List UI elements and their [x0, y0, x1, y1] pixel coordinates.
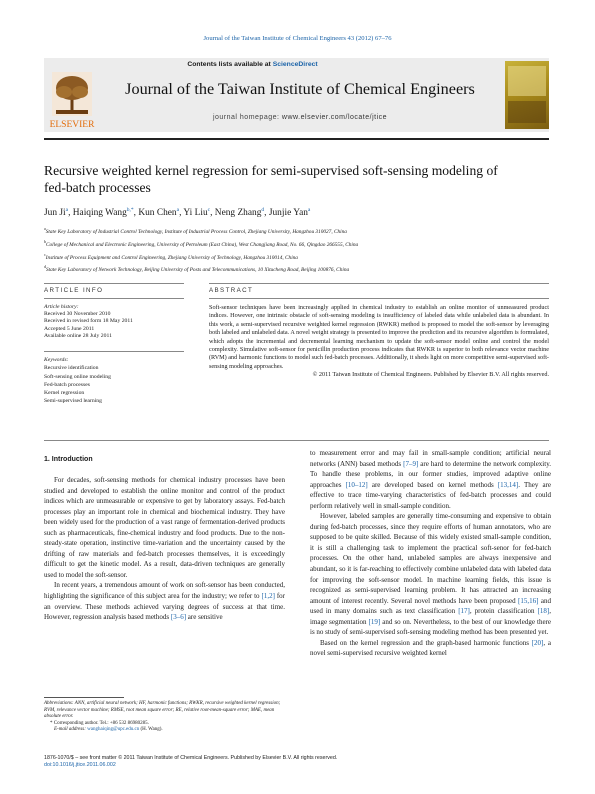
- affiliation-text: College of Mechanical and Electronic Engineering, University of Petroleum (East China), West Changjiang Road, No. 66, Qingdao 266555, China: [46, 241, 359, 248]
- body-paragraph: [44, 475, 285, 580]
- history-entry: Received 30 November 2010: [44, 311, 111, 318]
- body-text: and used in many domains such as text classification: [310, 596, 552, 616]
- keyword-item: Recursive identification: [44, 365, 99, 372]
- citation-link[interactable]: [19]: [368, 617, 381, 626]
- citation-link[interactable]: [7–9]: [403, 459, 419, 468]
- body-text: . They are effective to trace time-varying characteristics of fed-batch processes and could perform relatively well in small-sample condition.: [310, 480, 551, 510]
- author-name[interactable]: Haiqing Wang: [72, 208, 127, 219]
- author-email-link[interactable]: wanghaiqing@upc.edu.cn: [87, 727, 140, 733]
- citation-link[interactable]: [18]: [537, 607, 550, 616]
- body-text: are hard to determine the network complexity. To handle these problems, in our former studies, improved adaptive online approaches: [310, 459, 551, 489]
- keywords-label: Keywords:: [44, 357, 69, 363]
- citation-link[interactable]: [13,14]: [497, 480, 519, 489]
- body-text: to measurement error and may fail in small-sample condition; artificial neural networks (ANN) based methods: [310, 449, 551, 468]
- keywords-block: [44, 356, 184, 406]
- history-entry: Available online 28 July 2011: [44, 332, 112, 339]
- homepage-label: journal homepage:: [212, 114, 282, 121]
- article-title: Recursive weighted kernel regression for semi-supervised soft-sensing modeling of fed-batch processes: [44, 163, 498, 195]
- footnotes: [44, 701, 285, 734]
- body-text: Based on the kernel regression and the graph-based harmonic functions: [320, 638, 532, 647]
- elsevier-logo[interactable]: [46, 70, 98, 130]
- journal-homepage: [100, 114, 500, 121]
- affiliation-marker: c: [44, 251, 46, 257]
- body-paragraph: [310, 511, 551, 638]
- body-paragraph: [310, 448, 551, 511]
- abstract-body: [209, 304, 549, 380]
- affiliation-item: [44, 237, 549, 250]
- citation-link[interactable]: [15,16]: [518, 596, 539, 605]
- abstract-text: Soft-sensor techniques have been increasingly applied in chemical industry to establish an online monitor of unmeasured product indices. However, one intrinsic obstacle of soft-sensing modeling is insufficiency of labeled data while unlabeled data is abundant. In this work, a semi-supervised recursive weighted kernel regression (RWKR) method is proposed to model the soft-sensor by leveraging both labeled and unlabeled data. A novel weight strategy is presented to improve the prediction and its recursive algorithm is formulated, which adopts the incremental and decremental learning mechanism to update the soft-sensor model online and control the model complexity. Simulative soft-sensor for penicillin production process indicates that RWKR is superior to both relevance vector machine (RVM) and harmonic functions to model such fed-batch processes. Additionally, it sheds light on more competitive semi-supervised soft-sensing modeling approaches.: [209, 304, 549, 370]
- body-text: are sensitive: [186, 613, 223, 622]
- abbreviations-note: Abbreviations: ANN, artificial neural network; HF, harmonic functions; RWKR, recursive weighted kernel regression; RVM, relevance vector machine; RMSE, root mean square error; RE, relative root-mean-square error; MAE, mean absolute error.: [44, 701, 281, 720]
- elsevier-tree-icon: [46, 70, 98, 130]
- affiliation-item: [44, 262, 549, 275]
- history-label: Article history:: [44, 304, 79, 310]
- homepage-url[interactable]: www.elsevier.com/locate/jtice: [281, 114, 388, 121]
- affiliation-text: State Key Laboratory of Industrial Control Technology, Institute of Industrial Process Control, Zhejiang University, Hangzhou 310027, China: [45, 228, 347, 235]
- affiliation-list: [44, 224, 549, 275]
- author-affiliation-marker[interactable]: a: [176, 207, 180, 213]
- citation-link[interactable]: [20]: [531, 638, 544, 647]
- sciencedirect-link[interactable]: ScienceDirect: [272, 61, 318, 68]
- citation-link[interactable]: [10–12]: [345, 480, 368, 489]
- contents-line: [60, 61, 445, 68]
- author-name[interactable]: Yi Liu: [183, 208, 208, 219]
- body-text: For decades, soft-sensing methods for chemical industry processes have been studied and developed to establish the online monitor and control of the product indices which are unmeasurable or expensive to get by laboratory assays. Fed-batch processes play an important role in chemical and biochemical industry. They have been widely used for the production of a vast range of fermentation-derived products such as pharmaceuticals, fine-chemical industry and food products. Due to the non-steady-state operation, instinctive time-variation and the uncertainty caused by the drifting of raw materials and fed-batch processes themselves, it is exceedingly difficult to get the kinetic model. As a result, data-driven techniques are generally used to model the soft-sensor.: [44, 476, 285, 579]
- body-column-right: [310, 448, 551, 659]
- keyword-item: Semi-supervised learning: [44, 398, 102, 405]
- abstract-top-rule: [209, 283, 549, 284]
- keyword-item: Kernel regression: [44, 390, 85, 397]
- history-entry: Received in revised form 18 May 2011: [44, 318, 133, 325]
- section-heading-introduction: 1. Introduction: [44, 456, 93, 463]
- body-text: In recent years, a tremendous amount of work on soft-sensor has been conducted, highlighting the significance of this subject area for the industry; we refer to: [44, 581, 285, 601]
- journal-title: Journal of the Taiwan Institute of Chemical Engineers: [125, 80, 475, 98]
- citation-link[interactable]: [3–6]: [170, 613, 187, 622]
- affiliation-marker: d: [44, 264, 46, 270]
- body-text: for an overview. These methods achieved varying degrees of success at that time. However, regression analysis based methods: [44, 592, 285, 622]
- affiliation-item: [44, 250, 549, 263]
- issn-line: 1876-1070/$ – see front matter © 2011 Taiwan Institute of Chemical Engineers. Published by Elsevier B.V. All rights reserved.: [44, 755, 338, 761]
- email-suffix: (H. Wang).: [139, 727, 163, 733]
- abstract-heading: ABSTRACT: [209, 287, 254, 294]
- affiliation-text: State Key Laboratory of Network Technology, Beijing University of Posts and Telecommunications, 10 Xitucheng Road, Beijing 100876, China: [46, 267, 350, 274]
- author-list: Jun Ji$^a$, Haiqing Wang$^{b,*}$, Kun Chen$^a$, Yi Liu$^c$, Neng Zhang$^d$, Junjie Yan$^a$: [44, 207, 311, 219]
- body-paragraph: [44, 580, 285, 622]
- header-rule: [44, 138, 549, 140]
- author-name[interactable]: Neng Zhang: [214, 208, 262, 219]
- info-heading-rule: [44, 298, 184, 299]
- author-affiliation-marker[interactable]: a: [65, 207, 69, 213]
- body-text: , protein classification: [469, 607, 538, 616]
- elsevier-wordmark: ELSEVIER: [49, 120, 95, 130]
- front-matter-rule: [44, 440, 549, 441]
- author-affiliation-marker[interactable]: b,*: [126, 207, 134, 213]
- author-name[interactable]: Jun Ji: [44, 208, 66, 219]
- affiliation-marker: a: [44, 226, 46, 231]
- body-text: are developed based on kernel methods: [367, 480, 498, 489]
- history-rule: [44, 351, 184, 352]
- affiliation-text: Institute of Process Equipment and Control Engineering, Zhejiang University of Technology, Hangzhou 310014, China: [45, 254, 298, 261]
- body-text: and so on. Nevertheless, to the best of our knowledge there is no study of semi-supervised soft-sensing modeling method has been presented yet.: [310, 617, 551, 637]
- author-affiliation-marker[interactable]: a: [307, 207, 311, 213]
- footnote-rule: [44, 697, 124, 698]
- author-affiliation-marker[interactable]: d: [261, 207, 265, 213]
- body-text: , a novel semi-supervised recursive weighted kernel: [310, 638, 551, 658]
- affiliation-marker: b: [44, 238, 46, 244]
- author-affiliation-marker[interactable]: c: [207, 207, 211, 213]
- abstract-heading-rule: [209, 298, 549, 299]
- history-entry: Accepted 5 June 2011: [44, 325, 95, 332]
- body-paragraph: [310, 638, 551, 659]
- page-bottom-info: [44, 755, 444, 770]
- author-name[interactable]: Kun Chen: [138, 208, 177, 219]
- contents-prefix: Contents lists available at: [187, 61, 273, 68]
- journal-citation[interactable]: Journal of the Taiwan Institute of Chemical Engineers 43 (2012) 67–76: [203, 35, 392, 42]
- body-text: , image segmentation: [310, 607, 551, 626]
- affiliation-item: [44, 224, 549, 237]
- author-name[interactable]: Junjie Yan: [268, 208, 308, 219]
- doi-link[interactable]: doi:10.1016/j.jtice.2011.06.002: [44, 762, 116, 769]
- email-note: [44, 727, 285, 734]
- keyword-item: Fed-batch processes: [44, 381, 90, 388]
- keyword-item: Soft-sensing online modeling: [44, 373, 111, 380]
- citation-link[interactable]: [1,2]: [261, 592, 275, 601]
- body-text: However, labeled samples are generally time-consuming and expensive to obtain during fed-batch processes, since they require efforts of human annotators, who are supposed to be quite skilled. Because of this widely existed small-sample condition, it is still a challenging task to implement the practical soft-senor for fed-batch processes. On the other hand, unlabeled samples are always inexpensive and abundant, so it is far-reaching to effectively combine unlabeled data with labeled data for improving the soft-sensor model. In machine learning fields, this issue is recognized as semi-supervised learning problem. It has attracted an increasing amount of interest recently. Several novel methods have been proposed: [310, 512, 551, 605]
- email-label: E-mail address:: [54, 727, 88, 733]
- article-history: [44, 304, 184, 340]
- journal-cover-thumbnail[interactable]: [505, 61, 549, 129]
- copyright-notice: © 2011 Taiwan Institute of Chemical Engineers. Published by Elsevier B.V. All rights reserved.: [312, 371, 549, 379]
- corresponding-author-note: * Corresponding author. Tel.: +86 532 86980285.: [50, 720, 149, 726]
- info-top-rule: [44, 283, 184, 284]
- article-info-heading: ARTICLE INFO: [44, 287, 104, 294]
- body-column-left: [44, 475, 285, 623]
- citation-link[interactable]: [17]: [458, 607, 470, 616]
- cover-title-band: [508, 66, 546, 96]
- cover-image-band: [508, 101, 546, 123]
